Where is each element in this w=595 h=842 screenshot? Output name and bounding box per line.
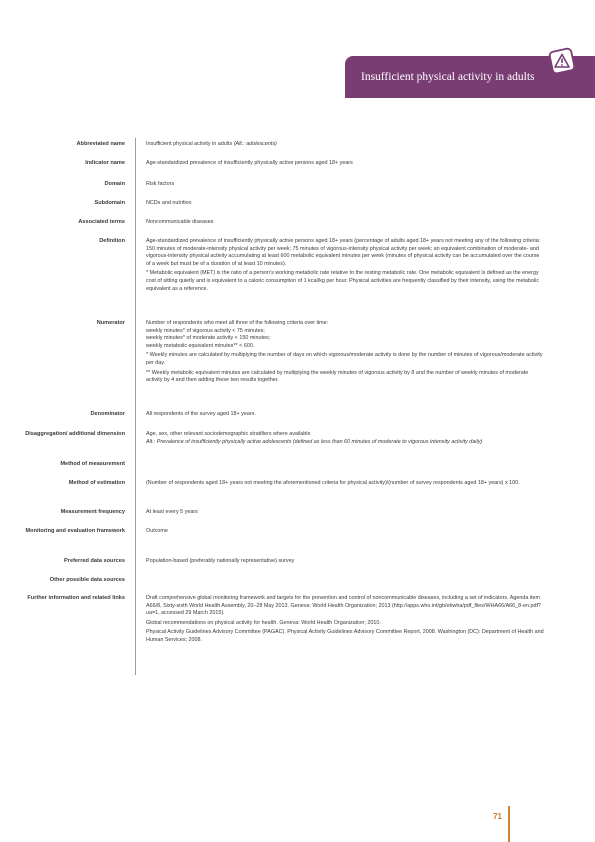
- label-monitoring-framework: Monitoring and evaluation framework: [25, 528, 125, 534]
- reference-3: Physical Activity Guidelines Advisory Committee (PAGAC). Physical Activity Guidelines Advisory Committee Report, 2008. Washington (DC): Department of Health and Human Services; 2008.: [146, 629, 544, 643]
- value-measurement-frequency: At least every 5 years: [146, 509, 198, 515]
- value-abbreviated-name: Insufficient physical activity in adults (Alt.: adolescents): [146, 141, 277, 147]
- value-monitoring-framework: Outcome: [146, 528, 168, 534]
- value-definition: [146, 238, 544, 295]
- value-indicator-name: Age-standardized prevalence of insufficiently physically active persons aged 18+ years: [146, 160, 353, 166]
- definition-footnote: * Metabolic equivalent (MET) is the ratio of a person's working metabolic rate relative to the resting metabolic rate. One metabolic equivalent is defined as the energy cost of sitting quietly and is equivalent to a caloric consumption of 1 kcal/kg per hour. Physical activities are frequently classified by their intensity, using the metabolic equivalent as a reference.: [146, 270, 540, 292]
- value-disaggregation: Age, sex, other relevant sociodemographic stratifiers where available Alt.: Prevalence of insufficiently physically active adolescents (defined as less than 60 minutes of moderate to vigorous intensity activity daily): [146, 431, 483, 445]
- label-denominator: Denominator: [90, 411, 125, 417]
- label-other-data-sources: Other possible data sources: [49, 577, 125, 583]
- page-number: 71: [493, 812, 502, 821]
- value-subdomain: NCDs and nutrition: [146, 200, 192, 206]
- label-measurement-frequency: Measurement frequency: [60, 509, 125, 515]
- label-definition: Definition: [99, 238, 125, 244]
- reference-2: Global recommendations on physical activity for health. Geneva: World Health Organization; 2010.: [146, 619, 381, 626]
- value-numerator: [146, 320, 544, 387]
- label-domain: Domain: [104, 181, 125, 187]
- label-associated-terms: Associated terms: [78, 219, 125, 225]
- label-numerator: Numerator: [96, 320, 125, 326]
- label-further-information: Further information and related links: [27, 595, 125, 601]
- definition-paragraph: Age-standardized prevalence of insufficiently physically active persons aged 18+ years (percentage of adults aged 18+ years not meeting any of the following criteria: 150 minutes of moderate-intensity physical activity per week; 75 minutes of vigorous-intensity physical activity per week; an equivalent combination of moderate- and vigorous-intensity physical activity accumulating at least 600 metabolic equivalent minutes per week (minutes of physical activity can be accumulated over the course of a week but must be of a duration of at least 10 minutes).: [146, 238, 541, 267]
- label-indicator-name: Indicator name: [85, 160, 125, 166]
- value-domain: Risk factors: [146, 181, 175, 187]
- reference-1: Draft comprehensive global monitoring framework and targets for the prevention and control of noncommunicable diseases, including a set of indicators. Agenda item A66/8, Sixty-sixth World Health Assembly, 20–28 May 2013. Geneva: World Health Organization; 2013 (http://apps.who.int/gb/ebwha/pdf_files/WHA66/A66_8-en.pdf?ua=1, accessed 29 March 2015).: [146, 595, 541, 617]
- numerator-footnote-1: * Weekly minutes are calculated by multiplying the number of days on which vigorous/moderate activity is done by the number of minutes of vigorous/moderate activity per day.: [146, 352, 543, 366]
- label-subdomain: Subdomain: [94, 200, 125, 206]
- value-method-of-estimation: (Number of respondents aged 18+ years not meeting the aforementioned criteria for physical activity)/(number of survey respondents aged 18+ years) x 100.: [146, 480, 520, 486]
- value-further-information: [146, 595, 544, 647]
- page-title: Insufficient physical activity in adults: [361, 71, 535, 83]
- value-denominator: All respondents of the survey aged 18+ years.: [146, 411, 256, 417]
- label-preferred-data-sources: Preferred data sources: [64, 558, 125, 564]
- label-abbreviated-name: Abbreviated name: [76, 141, 125, 147]
- label-method-of-measurement: Method of measurement: [60, 461, 125, 467]
- label-disaggregation: Disaggregation/ additional dimension: [25, 431, 125, 437]
- value-preferred-data-sources: Population-based (preferably nationally representative) survey: [146, 558, 295, 564]
- value-associated-terms: Noncommunicable diseases: [146, 219, 214, 225]
- numerator-criteria: Number of respondents who meet all three of the following criteria over time: weekly minutes* of vigorous activity < 75 minutes; weekly minutes* of moderate activity < 150 minutes; weekly metabolic equivalent minutes** < 600.: [146, 320, 329, 349]
- numerator-footnote-2: ** Weekly metabolic equivalent minutes are calculated by multiplying the weekly minutes of vigorous activity by 8 and the number of weekly minutes of moderate activity by 4 and then adding these two results together.: [146, 369, 529, 384]
- page-number-accent-bar: [508, 806, 510, 842]
- label-method-of-estimation: Method of estimation: [68, 480, 125, 486]
